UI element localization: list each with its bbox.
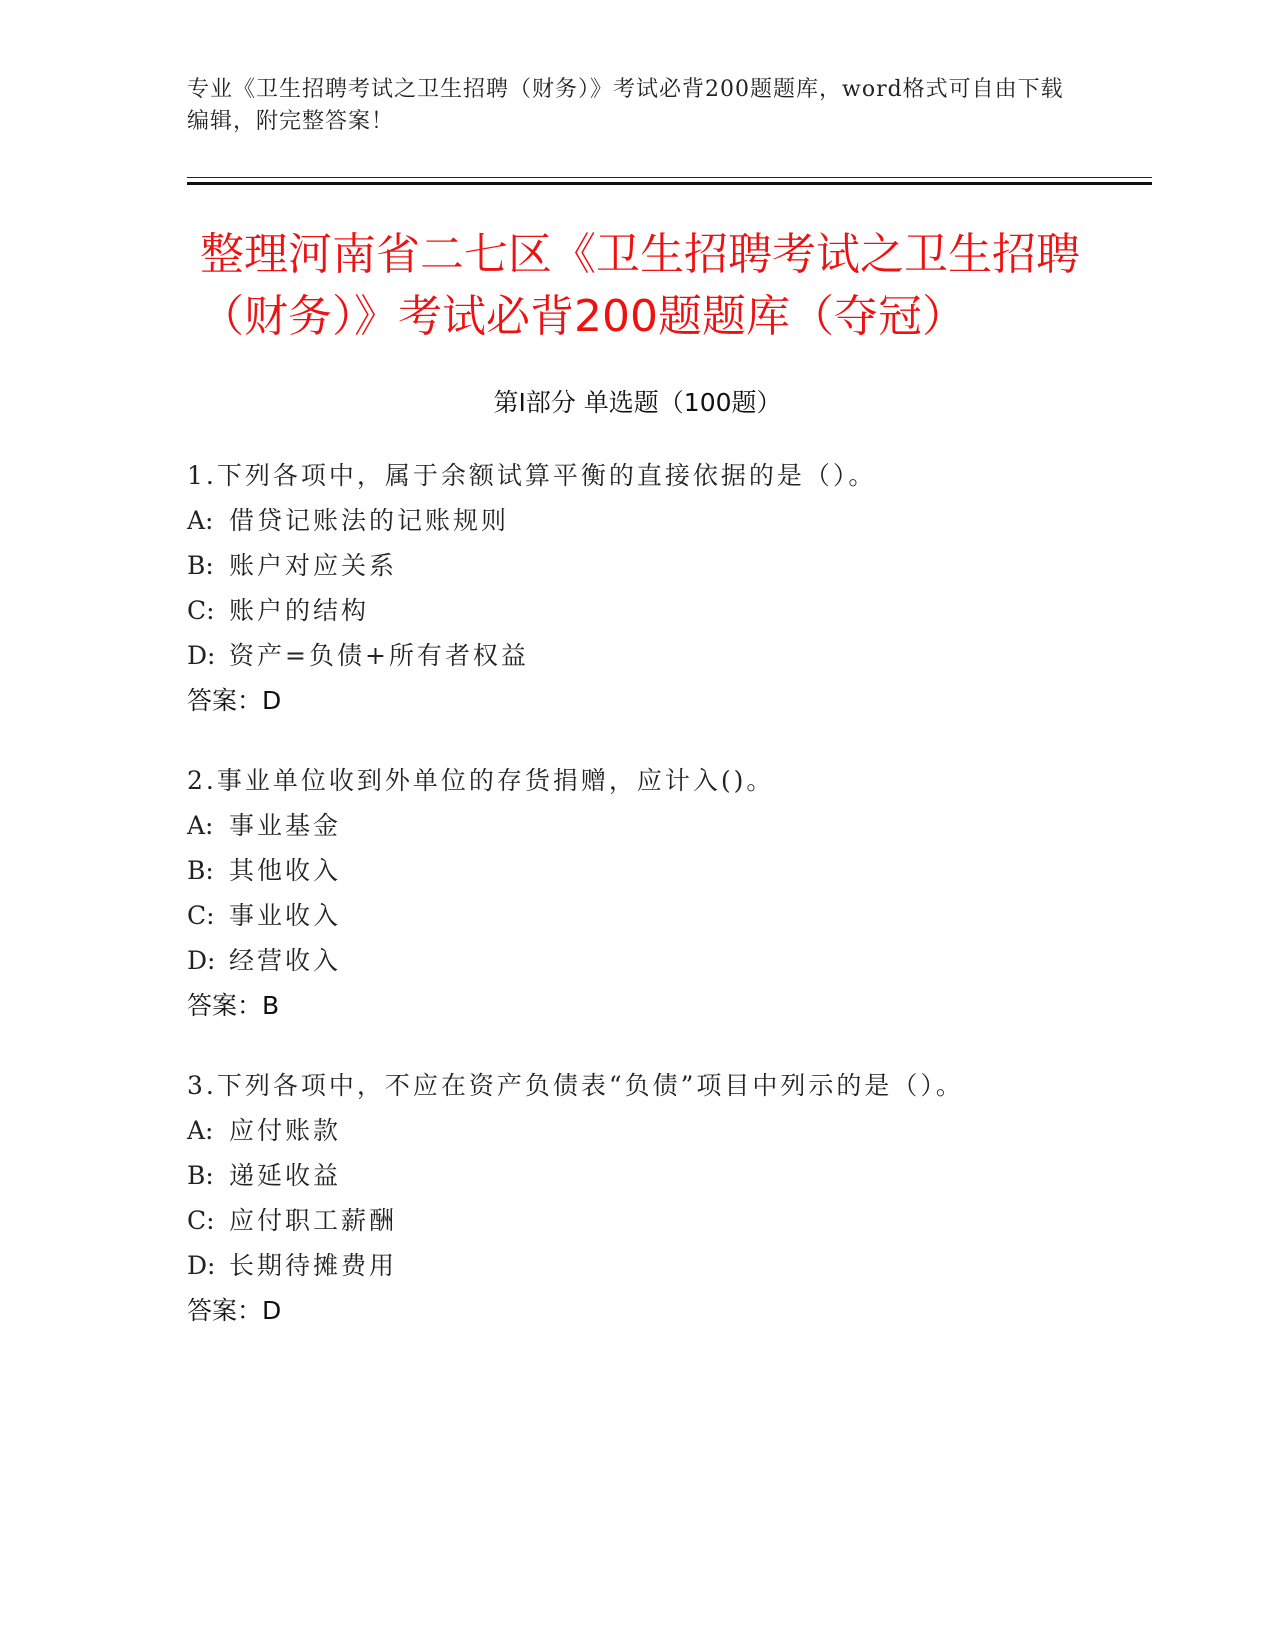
answer-line: 答案：D: [187, 686, 282, 715]
question-stem: 3.下列各项中，不应在资产负债表“负债”项目中列示的是（）。: [187, 1071, 964, 1100]
option-text: 长期待摊费用: [229, 1251, 398, 1280]
option-a: [187, 498, 1087, 543]
option-text: 经营收入: [229, 946, 342, 975]
header-divider-thick: [187, 182, 1152, 185]
option-d: [187, 938, 1087, 983]
option-text: 应付账款: [229, 1116, 342, 1145]
option-text: 借贷记账法的记账规则: [229, 506, 510, 535]
option-c: [187, 893, 1087, 938]
option-text: 账户的结构: [229, 596, 370, 625]
option-letter: A:: [187, 506, 214, 535]
option-letter: D:: [187, 1251, 216, 1280]
option-c: [187, 1198, 1087, 1243]
option-text: 账户对应关系: [229, 551, 398, 580]
option-letter: D:: [187, 946, 216, 975]
section-heading: 第Ⅰ部分 单选题（100题）: [493, 388, 782, 417]
option-text: 事业收入: [229, 901, 342, 930]
option-b: [187, 543, 1087, 588]
header-divider-thin: [187, 177, 1152, 178]
question-2: [187, 758, 1087, 1028]
option-letter: C:: [187, 901, 215, 930]
question-stem: 2.事业单位收到外单位的存货捐赠，应计入()。: [187, 766, 775, 795]
question-3: [187, 1063, 1087, 1333]
question-stem: 1.下列各项中，属于余额试算平衡的直接依据的是（）。: [187, 461, 877, 490]
option-letter: B:: [187, 551, 214, 580]
option-text: 事业基金: [229, 811, 342, 840]
option-b: [187, 1153, 1087, 1198]
option-text: 应付职工薪酬: [229, 1206, 398, 1235]
option-a: [187, 803, 1087, 848]
answer-line: 答案：B: [187, 991, 280, 1020]
option-text: 其他收入: [229, 856, 342, 885]
option-letter: A:: [187, 811, 214, 840]
option-letter: D:: [187, 641, 216, 670]
option-text: 递延收益: [229, 1161, 342, 1190]
option-letter: A:: [187, 1116, 214, 1145]
option-a: [187, 1108, 1087, 1153]
question-1: [187, 453, 1087, 723]
intro-text: 专业《卫生招聘考试之卫生招聘（财务）》考试必背200题题库，word格式可自由下载编辑，附完整答案！: [187, 77, 1064, 134]
answer-line: 答案：D: [187, 1296, 282, 1325]
option-c: [187, 588, 1087, 633]
option-letter: B:: [187, 1161, 214, 1190]
option-letter: C:: [187, 596, 215, 625]
option-letter: C:: [187, 1206, 215, 1235]
document-title: 整理河南省二七区《卫生招聘考试之卫生招聘（财务）》考试必背200题题库（夺冠）: [200, 229, 1080, 342]
option-d: [187, 1243, 1087, 1288]
option-letter: B:: [187, 856, 214, 885]
option-text: 资产=负债+所有者权益: [229, 641, 529, 670]
option-d: [187, 633, 1087, 678]
option-b: [187, 848, 1087, 893]
